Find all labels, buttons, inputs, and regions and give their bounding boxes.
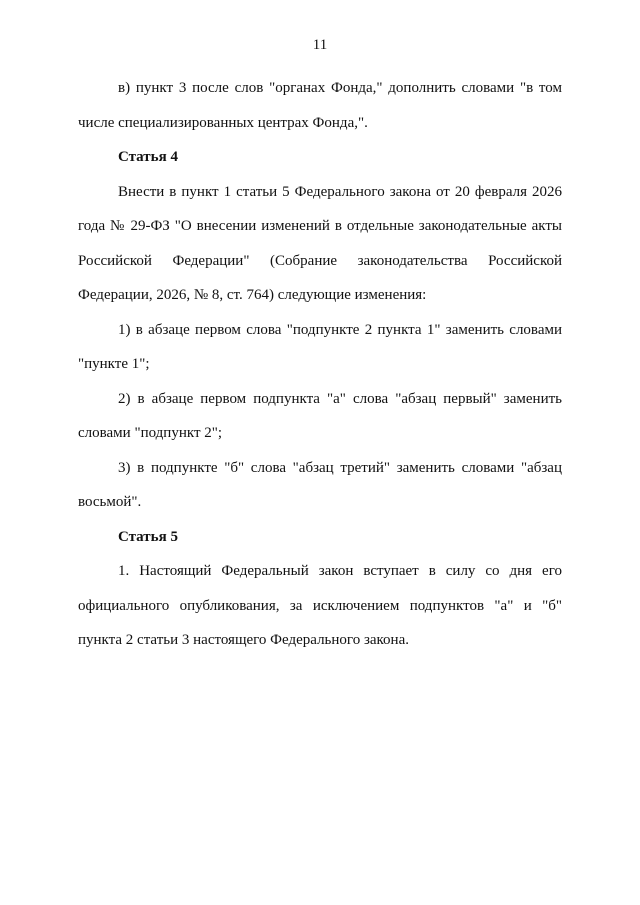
- article-5-item-1: 1. Настоящий Федеральный закон вступает в силу со дня его официального опубликования, за исключением подпунктов "а" и "б" пункта 2 статьи 3 настоящего Федерального закона.: [78, 563, 562, 648]
- article-4-item-1: 1) в абзаце первом слова "подпункте 2 пункта 1" заменить словами "пункте 1";: [78, 321, 562, 372]
- article-4-intro: Внести в пункт 1 статьи 5 Федерального закона от 20 февраля 2026 года № 29-ФЗ "О внесении изменений в отдельные законодательные акты Российской Федерации" (Собрание законодательства Российской Федерации, 2026, № 8, ст. 764) следующие изменения:: [78, 183, 562, 303]
- article-4-item-3: 3) в подпункте "б" слова "абзац третий" заменить словами "абзац восьмой".: [78, 459, 562, 510]
- article-4-heading: Статья 4: [118, 149, 178, 165]
- article-4-item-2: 2) в абзаце первом подпункта "а" слова "абзац первый" заменить словами "подпункт 2";: [78, 390, 562, 441]
- article-5-heading: Статья 5: [118, 528, 178, 545]
- amendment-item-v: в) пункт 3 после слов "органах Фонда," дополнить словами "в том числе специализированных центрах Фонда,".: [78, 80, 562, 131]
- page-number: 11: [312, 37, 328, 53]
- document-body: [78, 71, 562, 658]
